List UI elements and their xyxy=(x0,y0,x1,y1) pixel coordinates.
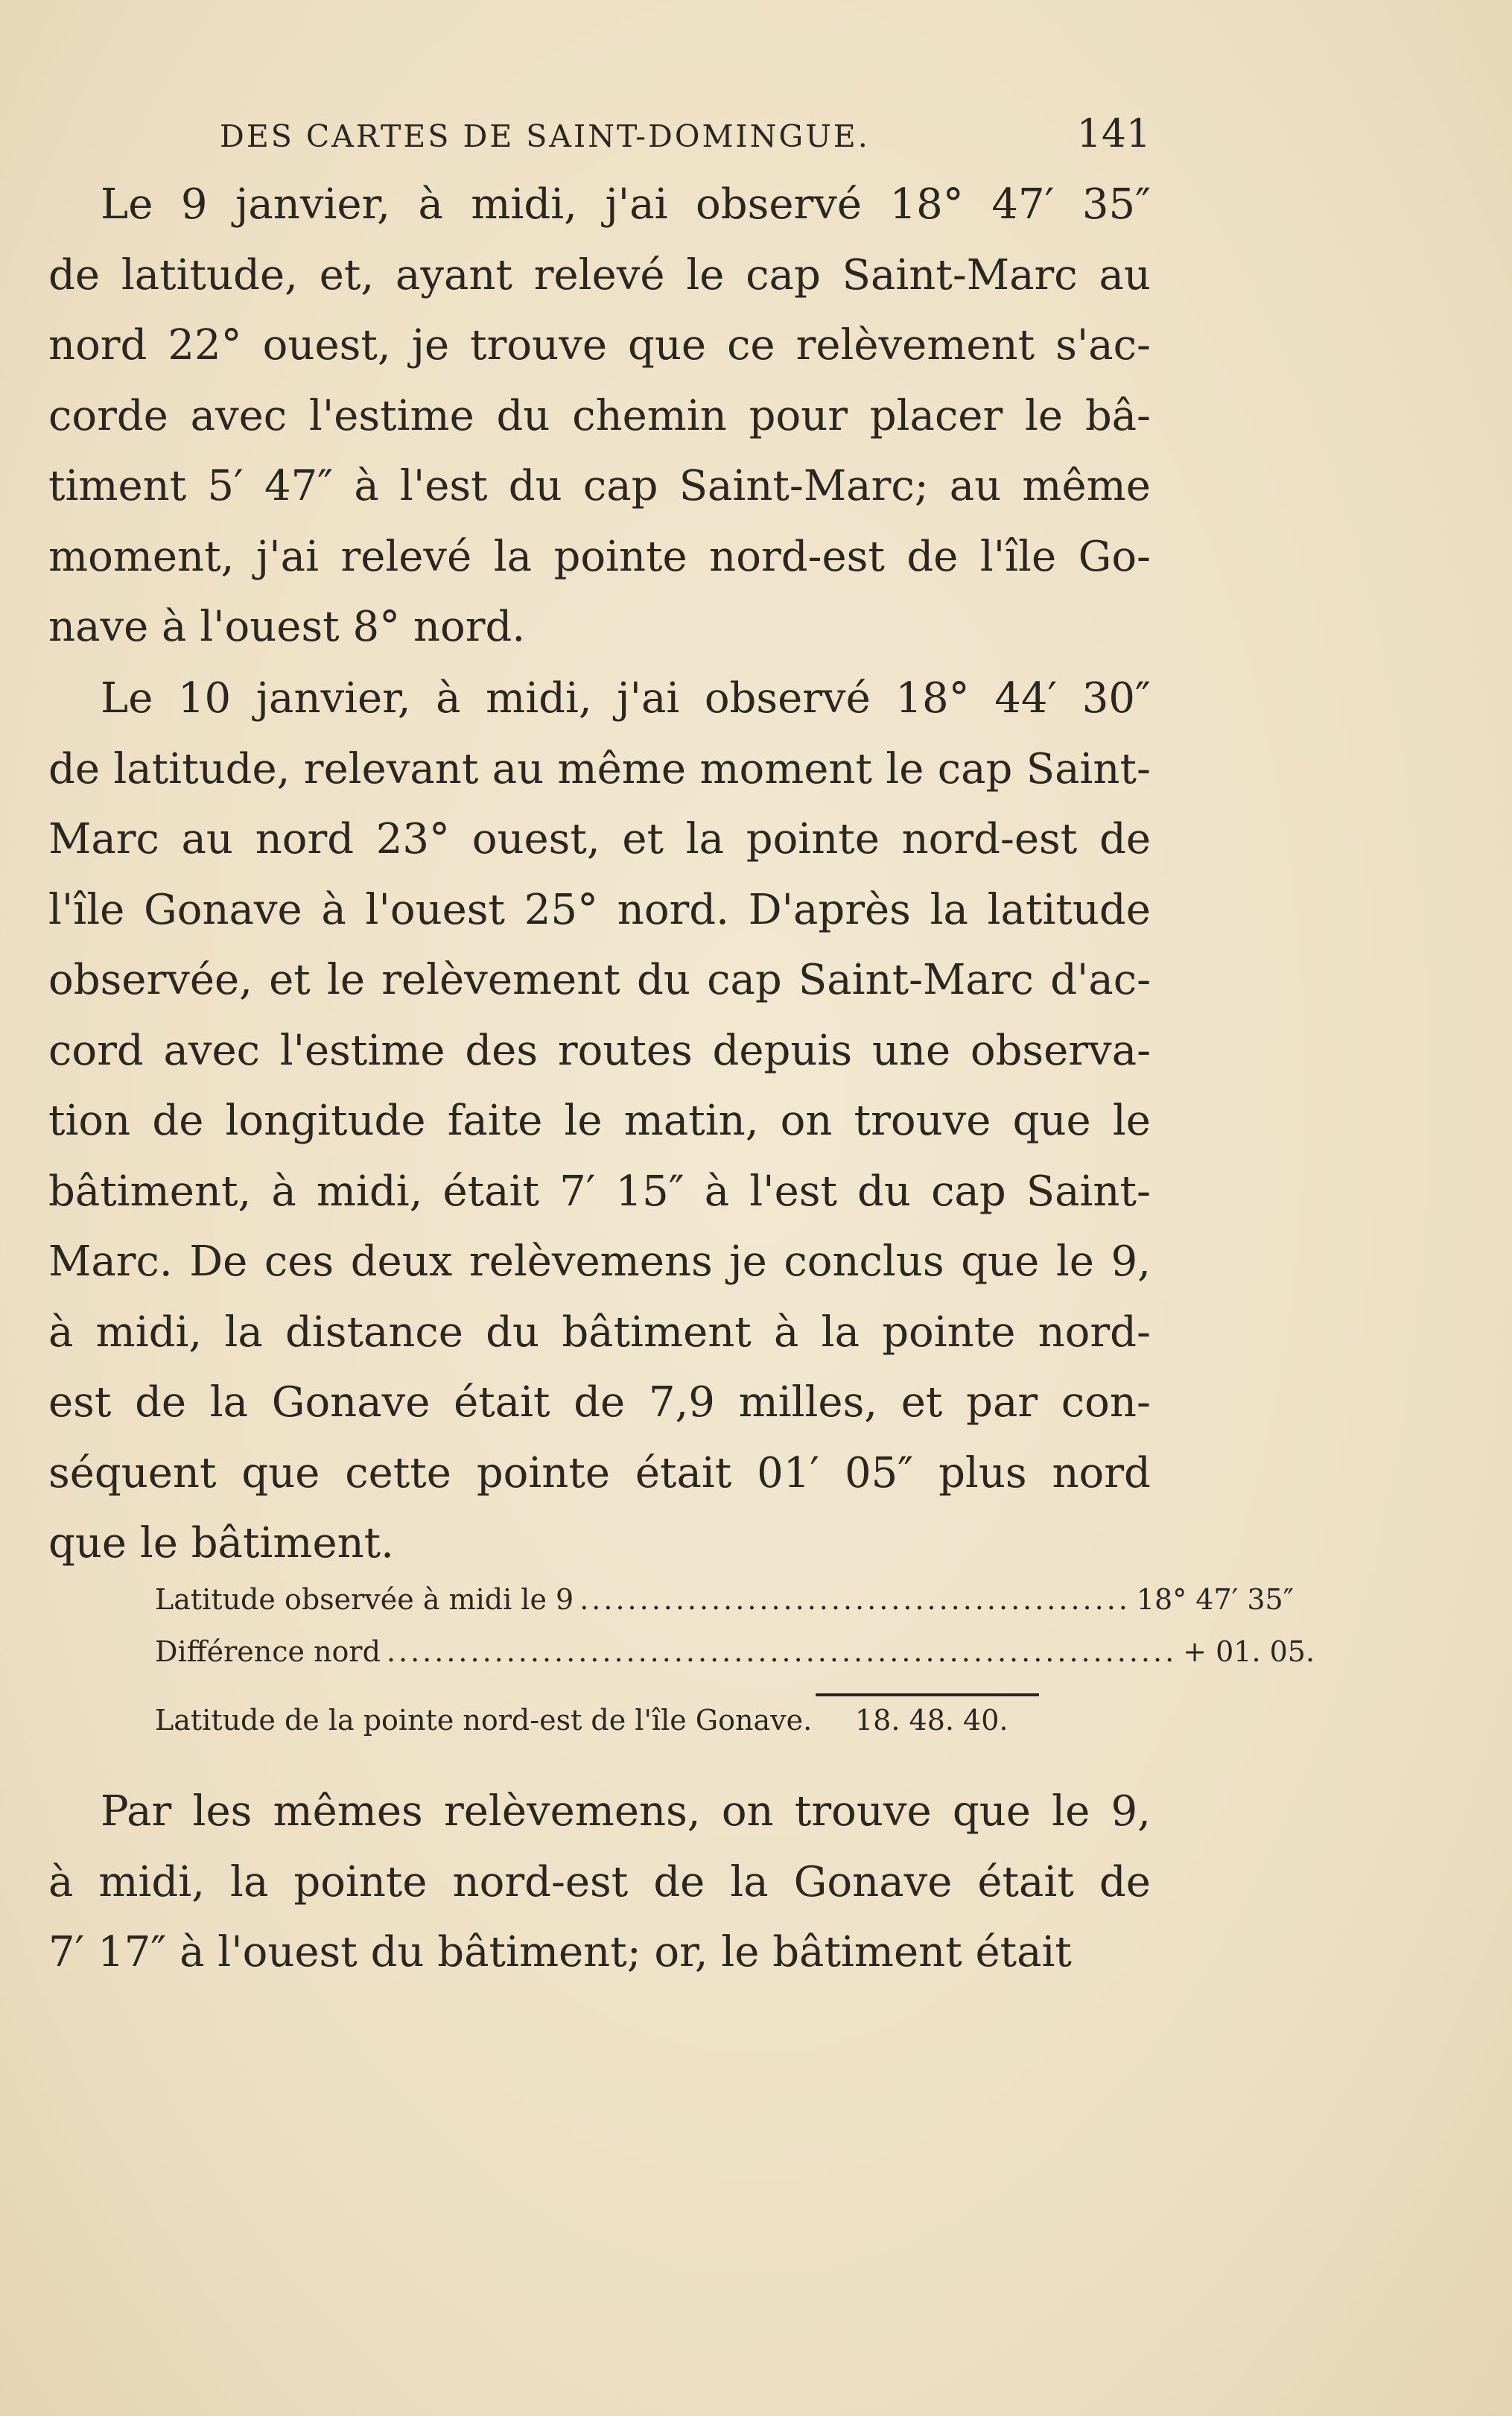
word: relevé xyxy=(533,250,665,299)
word: Go- xyxy=(1078,532,1151,581)
word: 44′ xyxy=(994,674,1058,723)
word: janvier, xyxy=(255,674,411,723)
word: du xyxy=(496,391,550,440)
word: à xyxy=(48,1307,74,1357)
word: ces xyxy=(264,1237,334,1286)
table-row-value: 18. 48. 40. xyxy=(855,1704,1008,1737)
word: du xyxy=(486,1307,540,1357)
word: relèvemens, xyxy=(444,1787,701,1836)
text-line xyxy=(48,592,1151,663)
word: cap xyxy=(582,462,658,510)
word: midi, xyxy=(95,1307,203,1357)
paragraph-1 xyxy=(48,170,1151,663)
word: 7′ 17″ à l'ouest du bâtiment; or, le bâtiment était xyxy=(48,1928,1072,1976)
word: ouest, xyxy=(262,321,391,370)
word: à xyxy=(704,1167,730,1216)
word: de xyxy=(152,1097,204,1145)
word: j'ai xyxy=(617,674,680,723)
word: ce xyxy=(727,321,775,370)
word: était xyxy=(635,1448,732,1497)
word: on xyxy=(721,1787,774,1836)
table-row-value: + 01. 05. xyxy=(1183,1635,1315,1668)
word: bâtiment xyxy=(562,1307,752,1357)
word: le xyxy=(326,956,366,1004)
word: midi, xyxy=(98,1857,205,1906)
word: l'île xyxy=(48,885,125,934)
word: le xyxy=(564,1097,603,1145)
text-line xyxy=(48,664,1151,735)
word: Saint- xyxy=(1026,744,1151,793)
text-line xyxy=(48,1157,1151,1228)
word: Gonave xyxy=(144,885,302,934)
word: était xyxy=(977,1857,1074,1906)
word: la xyxy=(224,1307,263,1357)
word: trouve xyxy=(470,321,607,370)
text-line xyxy=(48,875,1151,946)
word: au xyxy=(492,744,544,793)
word: au xyxy=(949,462,1002,510)
word: distance xyxy=(285,1307,463,1357)
word: 22° xyxy=(168,321,242,370)
word: le xyxy=(686,250,725,299)
running-title: DES CARTES DE SAINT-DOMINGUE. xyxy=(220,118,870,154)
word: 47′ xyxy=(991,180,1055,229)
word: bâ- xyxy=(1084,391,1151,440)
word: tion xyxy=(48,1097,131,1145)
word: observé xyxy=(704,674,871,723)
word: faite xyxy=(447,1097,543,1145)
word: relèvemens xyxy=(468,1237,713,1286)
word: matin, xyxy=(623,1097,759,1145)
word: avec xyxy=(163,1026,260,1075)
word: était xyxy=(454,1378,550,1427)
word: le xyxy=(1024,391,1064,440)
word: la xyxy=(730,1857,769,1906)
word: chemin xyxy=(572,391,727,440)
word: Le xyxy=(101,674,153,723)
text-line xyxy=(48,451,1151,522)
paragraph-2 xyxy=(48,664,1151,1579)
word: 9 xyxy=(180,180,208,229)
text-line xyxy=(48,1298,1151,1369)
word: D'après xyxy=(748,885,911,934)
word: j'ai xyxy=(255,532,319,581)
word: du xyxy=(508,462,562,510)
word: du xyxy=(857,1167,911,1216)
word: que xyxy=(628,321,707,370)
word: que xyxy=(952,1787,1031,1836)
word: 9, xyxy=(1111,1237,1151,1286)
word: on xyxy=(780,1097,833,1145)
word: latitude xyxy=(987,885,1151,934)
word: nave à l'ouest 8° nord. xyxy=(48,603,526,651)
word: de xyxy=(48,250,100,299)
word: l'estime xyxy=(308,391,474,440)
word: nord. xyxy=(617,885,729,934)
word: 30″ xyxy=(1081,674,1151,723)
word: relèvement xyxy=(795,321,1035,370)
word: est xyxy=(48,1378,112,1427)
word: de xyxy=(1099,815,1151,863)
word: longitude xyxy=(225,1097,426,1145)
word: et, xyxy=(319,250,375,299)
word: mêmes xyxy=(273,1787,423,1836)
word: même xyxy=(557,744,687,793)
word: des xyxy=(465,1026,539,1075)
word: cap xyxy=(707,956,782,1004)
word: Le xyxy=(101,180,153,229)
word: la xyxy=(209,1378,249,1427)
word: l'île xyxy=(979,532,1057,581)
word: observée, xyxy=(48,956,252,1004)
word: une xyxy=(871,1026,951,1075)
text-line xyxy=(48,1848,1151,1918)
word: je xyxy=(411,321,450,370)
word: et xyxy=(269,956,311,1004)
word: même xyxy=(1022,462,1151,510)
word: Gonave xyxy=(793,1857,953,1906)
table-row-label: Latitude observée à midi le 9 xyxy=(155,1583,574,1616)
text-line xyxy=(48,522,1151,593)
word: la xyxy=(930,885,968,934)
text-line xyxy=(48,945,1151,1016)
word: Marc xyxy=(48,815,159,863)
word: cap xyxy=(931,1167,1006,1216)
word: latitude, xyxy=(113,744,290,793)
word: la xyxy=(685,815,725,863)
word: nord xyxy=(48,321,147,370)
sum-rule xyxy=(816,1693,1039,1696)
word: latitude, xyxy=(121,250,298,299)
text-line xyxy=(48,1368,1151,1439)
word: 01′ xyxy=(757,1448,820,1497)
text-line xyxy=(48,170,1151,241)
word: de xyxy=(1099,1857,1151,1906)
word: Saint- xyxy=(1026,1167,1151,1216)
word: Gonave xyxy=(271,1378,431,1427)
running-header xyxy=(220,112,1151,156)
word: nord-est xyxy=(452,1857,629,1906)
word: cord xyxy=(48,1026,144,1075)
word: que xyxy=(1012,1097,1091,1145)
word: 7,9 xyxy=(648,1378,715,1427)
word: observa- xyxy=(970,1026,1151,1075)
text-line xyxy=(48,311,1151,381)
word: Marc. xyxy=(48,1237,173,1286)
word: à xyxy=(48,1857,74,1906)
word: de xyxy=(653,1857,705,1906)
word: d'ac- xyxy=(1050,956,1151,1004)
text-line xyxy=(48,805,1151,875)
word: conclus xyxy=(784,1237,944,1286)
text-line xyxy=(48,1777,1151,1848)
word: ouest, xyxy=(471,815,600,863)
word: je xyxy=(729,1237,767,1286)
word: 10 xyxy=(177,674,232,723)
word: pointe xyxy=(746,815,880,863)
word: 23° xyxy=(375,815,451,863)
word: pour xyxy=(749,391,848,440)
table-row-label: Différence nord xyxy=(155,1635,381,1668)
word: ayant xyxy=(395,250,512,299)
word: relevant xyxy=(303,744,479,793)
word: avec xyxy=(190,391,288,440)
word: à xyxy=(354,462,379,510)
word: l'est xyxy=(749,1167,837,1216)
word: de xyxy=(906,532,959,581)
word: 25° xyxy=(524,885,599,934)
word: midi, xyxy=(486,674,592,723)
text-line xyxy=(48,381,1151,452)
word: le xyxy=(886,744,924,793)
word: con- xyxy=(1061,1378,1151,1427)
word: la xyxy=(821,1307,860,1357)
word: l'est xyxy=(399,462,488,510)
word: placer xyxy=(869,391,1003,440)
word: depuis xyxy=(712,1026,853,1075)
word: de xyxy=(574,1378,626,1427)
text-line xyxy=(48,1918,1151,1988)
word: les xyxy=(192,1787,252,1836)
word: 9, xyxy=(1111,1787,1151,1836)
word: à xyxy=(321,885,346,934)
word: pointe xyxy=(553,532,687,581)
leader-dots: .................................................................. xyxy=(386,1635,1178,1668)
table-row-value: 18° 47′ 35″ xyxy=(1136,1583,1294,1616)
word: la xyxy=(493,532,532,581)
word: l'ouest xyxy=(365,885,506,934)
table-row xyxy=(155,1583,1294,1635)
word: 15″ xyxy=(615,1167,684,1216)
word: s'ac- xyxy=(1055,321,1151,370)
word: le xyxy=(1112,1097,1151,1145)
word: nord xyxy=(255,815,355,863)
word: de xyxy=(135,1378,187,1427)
word: la xyxy=(230,1857,269,1906)
word: cette xyxy=(345,1448,451,1497)
word: à xyxy=(774,1307,799,1357)
word: pointe xyxy=(476,1448,610,1497)
word: milles, xyxy=(738,1378,878,1427)
word: trouve xyxy=(854,1097,991,1145)
word: que xyxy=(961,1237,1040,1286)
word: le xyxy=(1052,1787,1090,1836)
text-line xyxy=(48,1086,1151,1157)
word: à xyxy=(436,674,461,723)
word: moment, xyxy=(48,532,235,581)
word: midi, xyxy=(471,180,577,229)
word: midi, xyxy=(316,1167,423,1216)
leader-dots: .............................................. xyxy=(579,1583,1131,1616)
word: moment xyxy=(699,744,873,793)
word: du xyxy=(636,956,690,1004)
word: pointe xyxy=(882,1307,1016,1357)
word: 18° xyxy=(889,180,964,229)
word: le xyxy=(1055,1237,1094,1286)
text-line xyxy=(48,241,1151,311)
word: timent xyxy=(48,462,187,510)
word: au xyxy=(1099,250,1151,299)
word: cap xyxy=(746,250,821,299)
word: deux xyxy=(350,1237,453,1286)
word: 5′ xyxy=(207,462,244,510)
table-row-label: Latitude de la pointe nord-est de l'île Gonave. xyxy=(155,1704,813,1737)
word: et xyxy=(622,815,664,863)
word: Saint-Marc; xyxy=(679,462,929,510)
word: et xyxy=(900,1378,943,1427)
text-line xyxy=(48,1227,1151,1298)
word: était xyxy=(442,1167,539,1216)
word: 47″ xyxy=(264,462,334,510)
word: nord xyxy=(1052,1448,1151,1497)
word: 05″ xyxy=(845,1448,914,1497)
word: observé xyxy=(696,180,863,229)
word: corde xyxy=(48,391,168,440)
word: que le bâtiment. xyxy=(48,1519,394,1567)
word: j'ai xyxy=(605,180,668,229)
word: séquent xyxy=(48,1448,217,1497)
page-number: 141 xyxy=(1076,112,1151,156)
word: janvier, xyxy=(235,180,390,229)
word: au xyxy=(181,815,233,863)
word: routes xyxy=(557,1026,693,1075)
word: Saint-Marc xyxy=(798,956,1034,1004)
word: relevé xyxy=(340,532,472,581)
word: à xyxy=(271,1167,296,1216)
table-row-total xyxy=(155,1704,1064,1756)
word: Par xyxy=(101,1787,172,1836)
word: nord- xyxy=(1038,1307,1151,1357)
word: à xyxy=(418,180,443,229)
text-line xyxy=(48,1509,1151,1579)
word: trouve xyxy=(794,1787,932,1836)
text-line xyxy=(48,735,1151,805)
word: 7′ xyxy=(559,1167,596,1216)
latitude-table xyxy=(155,1583,1315,1756)
word: nord-est xyxy=(709,532,885,581)
word: Saint-Marc xyxy=(842,250,1078,299)
word: pointe xyxy=(293,1857,428,1906)
table-row xyxy=(155,1635,1315,1687)
word: relèvement xyxy=(381,956,620,1004)
word: bâtiment, xyxy=(48,1167,252,1216)
word: 35″ xyxy=(1081,180,1151,229)
paragraph-3 xyxy=(48,1777,1151,1988)
word: par xyxy=(966,1378,1038,1427)
word: cap xyxy=(937,744,1013,793)
word: 18° xyxy=(895,674,970,723)
word: que xyxy=(241,1448,320,1497)
word: de xyxy=(48,744,100,793)
word: l'estime xyxy=(279,1026,445,1075)
text-line xyxy=(48,1439,1151,1509)
text-line xyxy=(48,1016,1151,1087)
word: nord-est xyxy=(901,815,1078,863)
word: plus xyxy=(938,1448,1027,1497)
word: De xyxy=(189,1237,248,1286)
